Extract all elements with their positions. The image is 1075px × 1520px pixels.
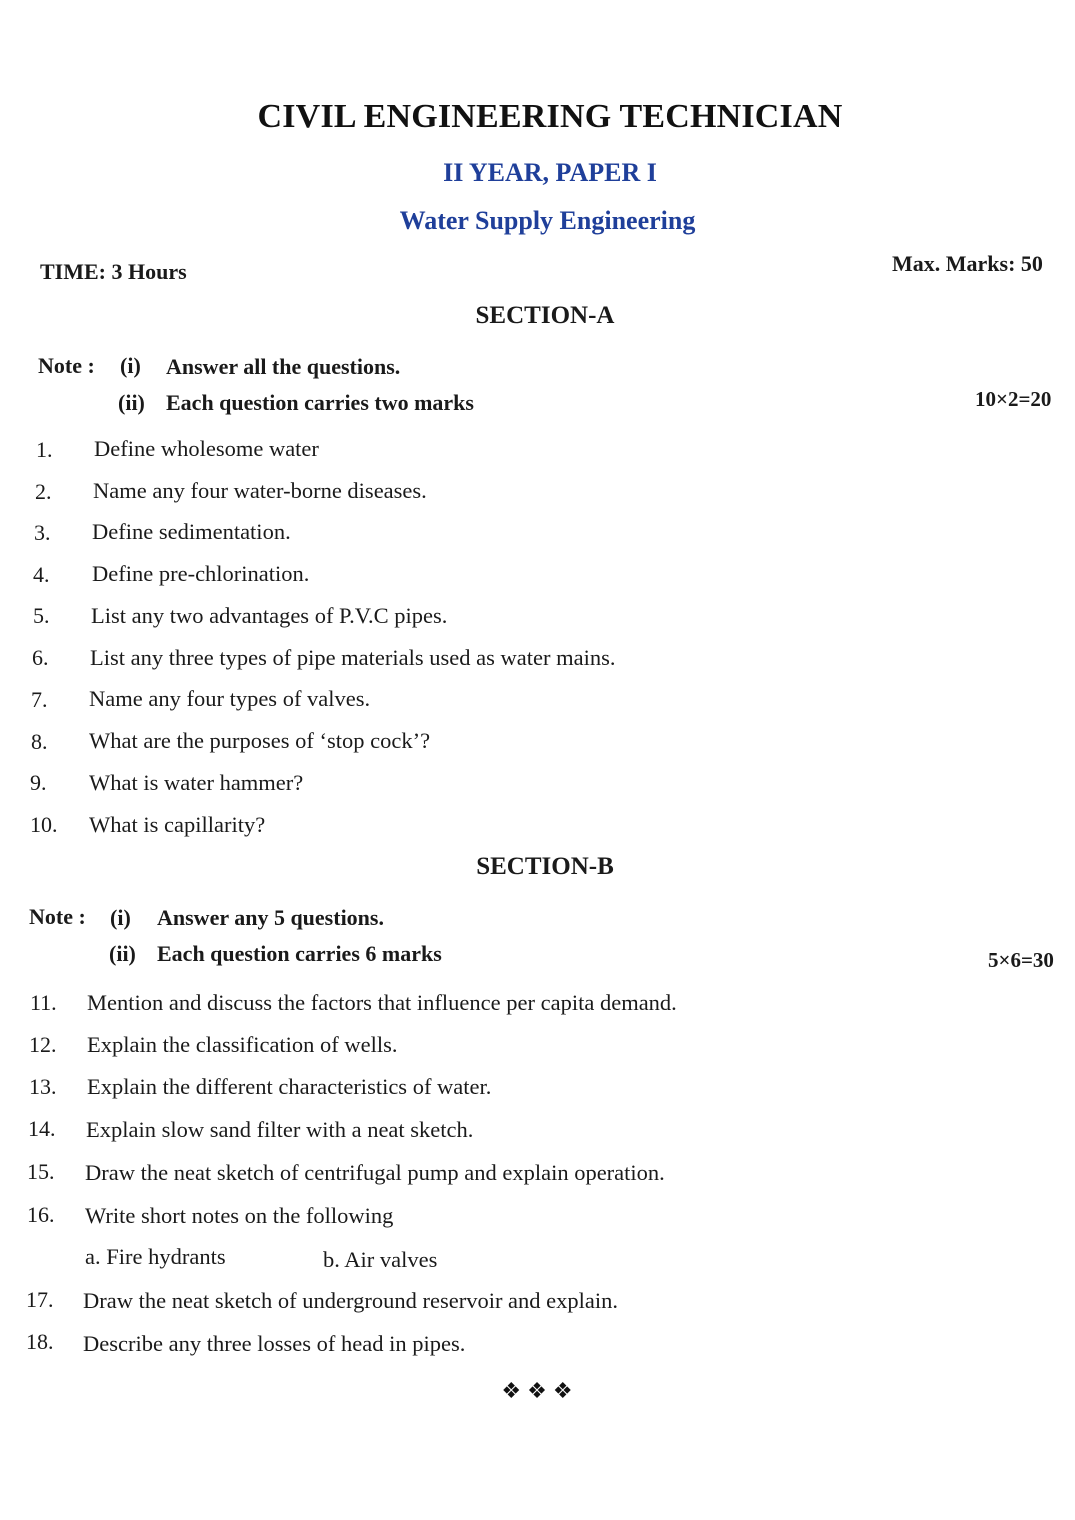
section-a-note-2-text: Each question carries two marks <box>166 390 474 415</box>
question-text: Name any four water-borne diseases. <box>93 478 427 503</box>
question-number: 13. <box>29 1074 57 1099</box>
question-text: Explain the classification of wells. <box>87 1032 398 1057</box>
question-number: 11. <box>30 990 57 1015</box>
section-b-note-2-num: (ii) <box>109 941 136 966</box>
question-text: Write short notes on the following <box>85 1203 394 1228</box>
question-number: 8. <box>31 729 48 754</box>
question-text: Draw the neat sketch of centrifugal pump and explain operation. <box>85 1160 665 1185</box>
section-a-note-1-text: Answer all the questions. <box>166 354 401 379</box>
year-paper-subtitle: II YEAR, PAPER I <box>443 158 657 187</box>
question-number: 3. <box>34 520 51 545</box>
question-number: 12. <box>29 1032 57 1057</box>
question-text: List any two advantages of P.V.C pipes. <box>91 603 448 628</box>
question-number: 15. <box>27 1159 55 1184</box>
q16-part-a: a. Fire hydrants <box>85 1244 226 1269</box>
question-text: Name any four types of valves. <box>89 686 371 711</box>
question-text: Define wholesome water <box>94 436 319 461</box>
question-text: Define pre-chlorination. <box>92 561 310 586</box>
question-text: Explain slow sand filter with a neat sketch. <box>86 1117 474 1142</box>
question-text: Mention and discuss the factors that influence per capita demand. <box>87 990 677 1015</box>
question-text: Define sedimentation. <box>92 519 291 544</box>
subject-title: Water Supply Engineering <box>399 206 696 235</box>
end-of-paper-mark: ❖❖❖ <box>501 1378 579 1403</box>
question-text: List any three types of pipe materials used as water mains. <box>90 645 616 670</box>
question-text: What is water hammer? <box>89 770 304 795</box>
section-a-heading: SECTION-A <box>475 302 615 329</box>
question-number: 18. <box>26 1329 54 1354</box>
section-b-note-1-text: Answer any 5 questions. <box>157 905 384 930</box>
section-b-note-2-text: Each question carries 6 marks <box>157 941 442 966</box>
question-text: What is capillarity? <box>89 812 266 837</box>
question-number: 9. <box>30 770 47 795</box>
q16-part-b: b. Air valves <box>323 1247 438 1272</box>
question-number: 2. <box>35 479 52 504</box>
section-a-note-label: Note : <box>38 353 95 378</box>
question-number: 16. <box>27 1202 55 1227</box>
section-a-marks: 10×2=20 <box>975 387 1052 411</box>
section-a-note-2-num: (ii) <box>118 390 145 415</box>
question-text: Describe any three losses of head in pipes. <box>83 1331 466 1356</box>
question-text: Draw the neat sketch of underground reservoir and explain. <box>83 1288 619 1313</box>
section-a-note-1-num: (i) <box>120 353 141 378</box>
question-text: What are the purposes of ‘stop cock’? <box>89 728 431 753</box>
paper-title: CIVIL ENGINEERING TECHNICIAN <box>257 98 843 135</box>
time-allowed: TIME: 3 Hours <box>40 259 187 284</box>
section-b-note-label: Note : <box>29 904 86 929</box>
section-b-marks: 5×6=30 <box>988 948 1054 972</box>
question-number: 1. <box>36 437 53 462</box>
section-b-note-1-num: (i) <box>110 905 131 930</box>
question-number: 4. <box>33 562 50 587</box>
question-number: 5. <box>33 603 50 628</box>
question-number: 17. <box>26 1287 54 1312</box>
question-number: 7. <box>31 687 48 712</box>
max-marks: Max. Marks: 50 <box>892 251 1043 276</box>
section-b-heading: SECTION-B <box>476 853 614 880</box>
question-text: Explain the different characteristics of water. <box>87 1074 492 1099</box>
question-number: 10. <box>30 812 58 837</box>
question-number: 14. <box>28 1116 56 1141</box>
question-number: 6. <box>32 645 49 670</box>
